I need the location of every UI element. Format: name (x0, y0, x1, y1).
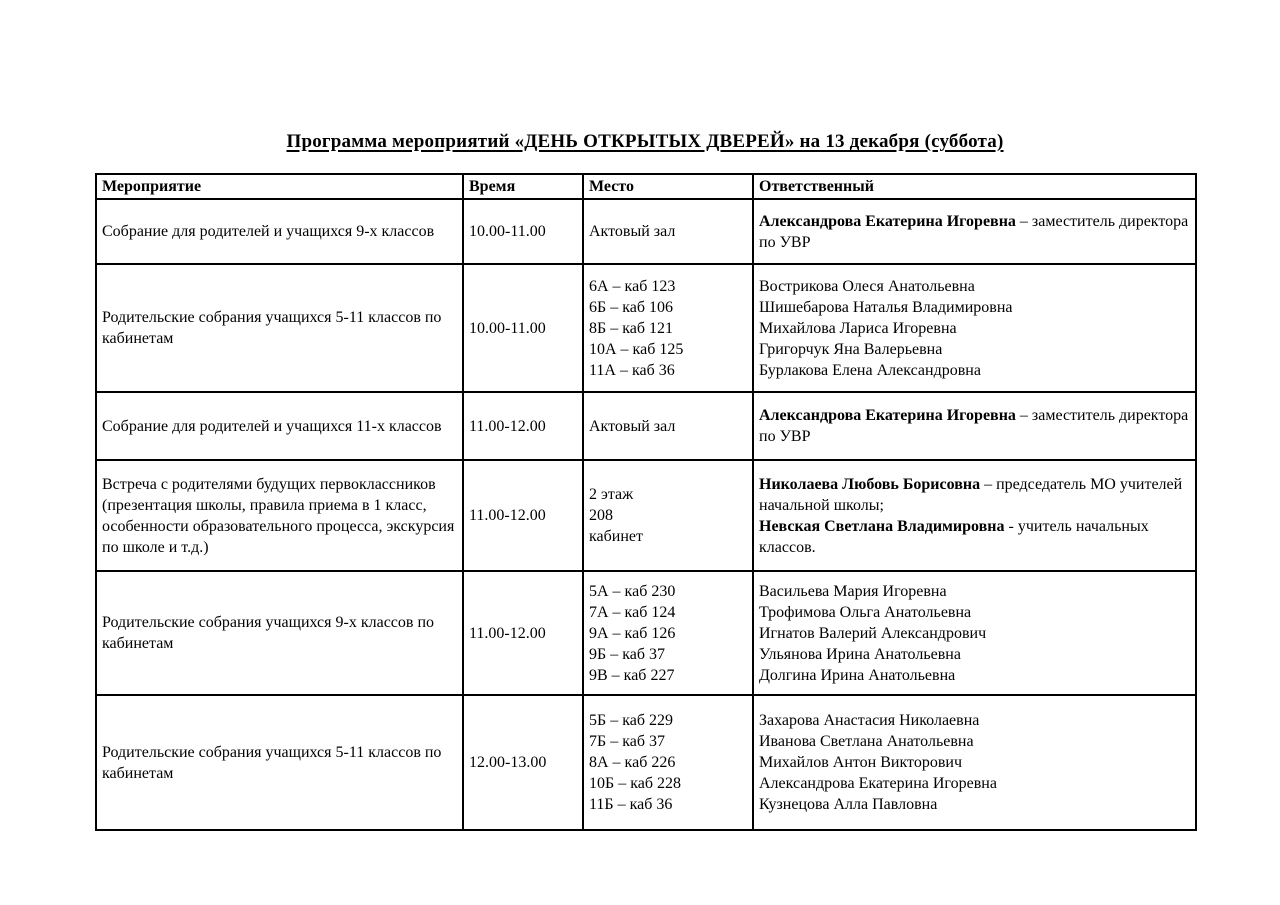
responsible-line: Кузнецова Алла Павловна (759, 796, 938, 813)
table-row (96, 695, 1196, 830)
place-line: 10А – каб 125 (589, 340, 684, 358)
place-line: 8Б – каб 121 (589, 319, 673, 337)
table-row (96, 264, 1196, 392)
table-row (96, 392, 1196, 460)
place-line: 5Б – каб 229 (589, 712, 673, 729)
place-cell (583, 199, 753, 264)
event-cell: Родительские собрания учащихся 9-х классов по кабинетам (96, 571, 463, 695)
place-line: 7А – каб 124 (589, 603, 676, 621)
responsible-cell (753, 460, 1196, 571)
responsible-cell (753, 264, 1196, 392)
responsible-line (759, 211, 1190, 253)
place-line: 208 (589, 507, 613, 524)
responsible-line: Бурлакова Елена Александровна (759, 361, 981, 379)
table-row (96, 199, 1196, 264)
header-row (96, 174, 1196, 199)
place-line: 11Б – каб 36 (589, 796, 673, 813)
column-header-responsible: Ответственный (753, 174, 1196, 199)
place-line: 9А – каб 126 (589, 624, 676, 642)
responsible-name: Александрова Екатерина Игоревна (759, 212, 1016, 230)
responsible-role: – заместитель директора по УВР (759, 212, 1189, 251)
responsible-line: Григорчук Яна Валерьевна (759, 340, 943, 358)
responsible-line: Александрова Екатерина Игоревна (759, 775, 997, 792)
responsible-line (759, 474, 1190, 516)
column-header-event: Мероприятие (96, 174, 463, 199)
time-cell: 10.00-11.00 (463, 264, 583, 392)
event-cell: Собрание для родителей и учащихся 9-х классов (96, 199, 463, 264)
responsible-role: – председатель МО учителей начальной школы; (759, 475, 1183, 514)
document-page (95, 0, 1195, 831)
responsible-cell (753, 571, 1196, 695)
place-line: кабинет (589, 528, 643, 545)
responsible-role: – заместитель директора по УВР (759, 407, 1189, 445)
responsible-name: Александрова Екатерина Игоревна (759, 407, 1016, 424)
page-title: Программа мероприятий «ДЕНЬ ОТКРЫТЫХ ДВЕРЕЙ» на 13 декабря (суббота) (286, 131, 1004, 152)
place-cell (583, 460, 753, 571)
responsible-line: Васильева Мария Игоревна (759, 582, 947, 600)
responsible-line: Иванова Светлана Анатольевна (759, 733, 974, 750)
schedule-table (95, 173, 1197, 831)
place-line: 7Б – каб 37 (589, 733, 665, 750)
responsible-cell (753, 392, 1196, 460)
time-cell: 10.00-11.00 (463, 199, 583, 264)
responsible-cell (753, 199, 1196, 264)
place-line: 9В – каб 227 (589, 666, 675, 684)
time-cell: 12.00-13.00 (463, 695, 583, 830)
place-cell (583, 392, 753, 460)
place-line: Актовый зал (589, 417, 676, 435)
responsible-cell (753, 695, 1196, 830)
table-row (96, 571, 1196, 695)
place-cell (583, 571, 753, 695)
responsible-line: Шишебарова Наталья Владимировна (759, 298, 1013, 316)
place-cell (583, 695, 753, 830)
column-header-place: Место (583, 174, 753, 199)
event-cell: Собрание для родителей и учащихся 11-х классов (96, 392, 463, 460)
responsible-line (759, 405, 1190, 447)
place-line: 5А – каб 230 (589, 582, 676, 600)
column-header-time: Время (463, 174, 583, 199)
table-row (96, 460, 1196, 571)
responsible-line: Трофимова Ольга Анатольевна (759, 603, 972, 621)
responsible-line: Долгина Ирина Анатольевна (759, 666, 956, 684)
time-cell: 11.00-12.00 (463, 392, 583, 460)
responsible-line: Захарова Анастасия Николаевна (759, 712, 980, 729)
event-cell: Родительские собрания учащихся 5-11 классов по кабинетам (96, 264, 463, 392)
responsible-line: Вострикова Олеся Анатольевна (759, 277, 975, 295)
responsible-line: Ульянова Ирина Анатольевна (759, 645, 961, 663)
place-line: 9Б – каб 37 (589, 645, 665, 663)
place-line: 10Б – каб 228 (589, 775, 681, 792)
event-cell: Встреча с родителями будущих первоклассников (презентация школы, правила приема в 1 класс, особенности образовательного процесса, экскурсия по школе и т.д.) (96, 460, 463, 571)
place-line: 6Б – каб 106 (589, 298, 673, 316)
responsible-role: - учитель начальных классов. (759, 517, 1149, 556)
time-cell: 11.00-12.00 (463, 460, 583, 571)
responsible-line: Игнатов Валерий Александрович (759, 624, 987, 642)
place-line: 2 этаж (589, 486, 634, 503)
responsible-name: Невская Светлана Владимировна (759, 517, 1005, 535)
responsible-line (759, 516, 1190, 558)
place-line: 8А – каб 226 (589, 754, 676, 771)
event-cell: Родительские собрания учащихся 5-11 классов по кабинетам (96, 695, 463, 830)
time-cell: 11.00-12.00 (463, 571, 583, 695)
place-line: Актовый зал (589, 223, 676, 240)
place-line: 6А – каб 123 (589, 277, 676, 295)
place-cell (583, 264, 753, 392)
responsible-name: Николаева Любовь Борисовна (759, 475, 981, 493)
responsible-line: Михайлов Антон Викторович (759, 754, 962, 771)
place-line: 11А – каб 36 (589, 361, 675, 379)
responsible-line: Михайлова Лариса Игоревна (759, 319, 957, 337)
